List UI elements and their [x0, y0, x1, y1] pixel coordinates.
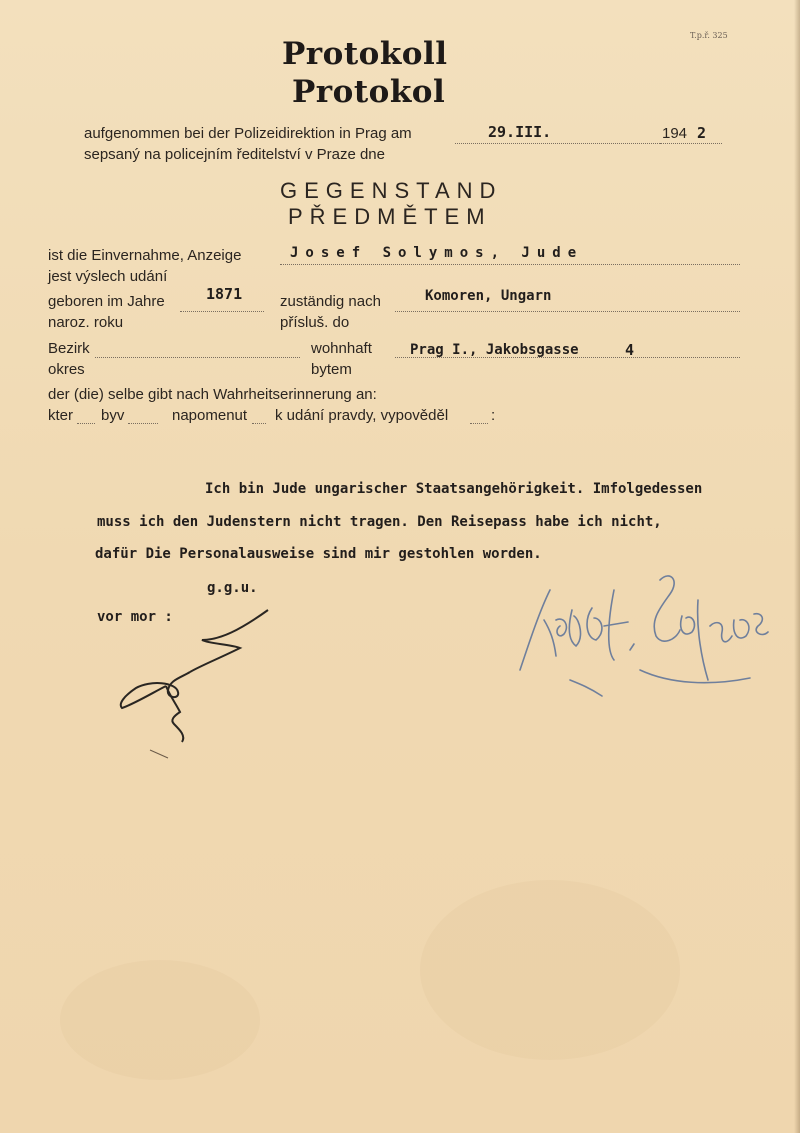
wohnhaft-dotted-line — [395, 357, 740, 358]
anzeige-label-czech: jest výslech udání — [48, 268, 168, 285]
year-dotted-line — [660, 143, 722, 144]
truth-reminder-czech-3: napomenut — [172, 407, 248, 424]
born-value: 1871 — [206, 285, 243, 303]
date-value: 29.III. — [488, 123, 552, 141]
wohnhaft-label-german: wohnhaft — [311, 340, 372, 357]
zustandig-dotted-line — [395, 311, 740, 312]
truth-reminder-czech-5: : — [491, 407, 496, 424]
truth-reminder-czech-4: k udání pravdy, vypověděl — [275, 407, 449, 424]
bezirk-label-czech: okres — [48, 361, 85, 378]
subject-german: GEGENSTAND — [280, 178, 503, 203]
truth-dots-4 — [470, 423, 488, 424]
truth-reminder-czech-1: kter — [48, 407, 74, 424]
zustandig-value: Komoren, Ungarn — [425, 288, 552, 304]
truth-dots-3 — [252, 423, 266, 424]
anzeige-value: Josef Solymos, Jude — [290, 245, 584, 261]
paper-stain — [60, 960, 260, 1080]
title-german: Protokoll — [282, 36, 448, 72]
date-dotted-line — [455, 143, 660, 144]
header-line-german: aufgenommen bei der Polizeidirektion in Prag am — [84, 125, 412, 142]
anzeige-dotted-line — [280, 264, 740, 265]
subject-czech: PŘEDMĚTEM — [288, 204, 492, 229]
vor-mir-label: vor mor : — [97, 609, 173, 625]
born-label-german: geboren im Jahre — [48, 293, 165, 310]
truth-dots-2 — [128, 423, 158, 424]
wohnhaft-value: Prag I., Jakobsgasse — [410, 342, 579, 358]
statement-line-2: muss ich den Judenstern nicht tragen. Den Reisepass habe ich nicht, — [97, 514, 662, 530]
year-printed: 194 — [662, 125, 688, 142]
truth-reminder-czech-2: byv — [101, 407, 125, 424]
applicant-signature — [510, 560, 770, 710]
born-label-czech: naroz. roku — [48, 314, 124, 331]
title-czech: Protokol — [292, 74, 446, 110]
zustandig-label-czech: přísluš. do — [280, 314, 350, 331]
bezirk-dotted-line — [95, 357, 300, 358]
truth-reminder-german: der (die) selbe gibt nach Wahrheitserinnerung an: — [48, 386, 377, 403]
paper-stain — [420, 880, 680, 1060]
anzeige-label-german: ist die Einvernahme, Anzeige — [48, 247, 242, 264]
truth-dots-1 — [77, 423, 95, 424]
statement-line-1: Ich bin Jude ungarischer Staatsangehörigkeit. Imfolgedessen — [205, 481, 703, 497]
year-typed: 2 — [697, 124, 707, 142]
wohnhaft-label-czech: bytem — [311, 361, 352, 378]
born-dotted-line — [180, 311, 264, 312]
form-number: T.p.ř. 325 — [690, 31, 728, 40]
page-edge-shadow — [794, 0, 800, 1133]
header-line-czech: sepsaný na policejním ředitelství v Praze dne — [84, 146, 385, 163]
closing-abbrev: g.g.u. — [207, 580, 258, 596]
statement-line-3: dafür Die Personalausweise sind mir gestohlen worden. — [95, 546, 542, 562]
wohnhaft-number: 4 — [625, 341, 635, 359]
officer-signature — [110, 600, 280, 770]
bezirk-label-german: Bezirk — [48, 340, 90, 357]
zustandig-label-german: zuständig nach — [280, 293, 381, 310]
